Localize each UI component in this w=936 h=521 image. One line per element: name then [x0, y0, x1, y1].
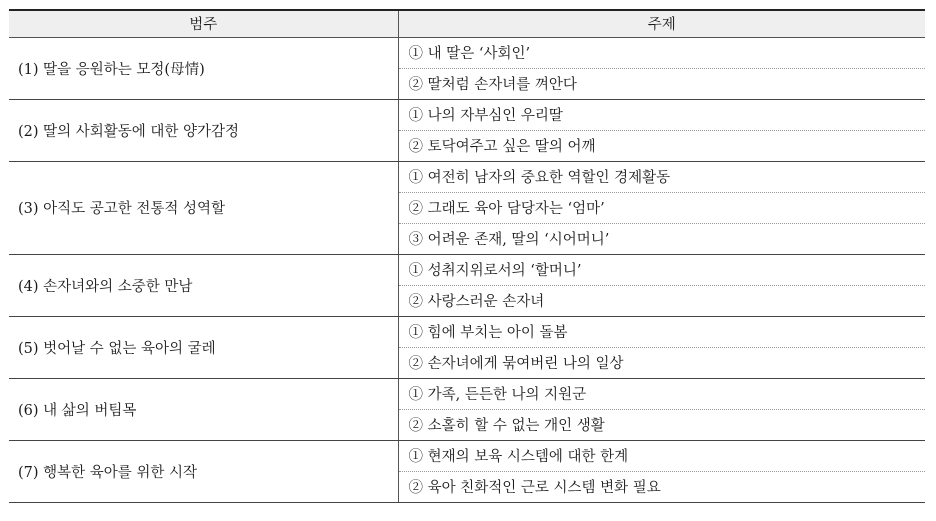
theme-cell: ③ 어려운 존재, 딸의 ‘시어머니’: [398, 223, 925, 254]
theme-cell: ② 손자녀에게 묶여버린 나의 일상: [398, 347, 925, 378]
header-category: 범주: [9, 10, 398, 37]
theme-cell: ① 성취지위로서의 ‘할머니’: [398, 254, 925, 285]
theme-cell: ② 그래도 육아 담당자는 ‘엄마’: [398, 192, 925, 223]
category-theme-table: [9, 9, 925, 503]
theme-cell: ① 내 딸은 ‘사회인’: [398, 37, 925, 68]
theme-cell: ① 가족, 든든한 나의 지원군: [398, 378, 925, 409]
table-row: [9, 440, 925, 471]
theme-cell: ① 여전히 남자의 중요한 역할인 경제활동: [398, 161, 925, 192]
theme-cell: ① 현재의 보육 시스템에 대한 한계: [398, 440, 925, 471]
theme-cell: ② 육아 친화적인 근로 시스템 변화 필요: [398, 471, 925, 502]
table-header: [9, 10, 925, 37]
table-row: [9, 99, 925, 130]
table-row: [9, 316, 925, 347]
table-body: [9, 37, 925, 502]
theme-cell: ① 힘에 부치는 아이 돌봄: [398, 316, 925, 347]
theme-cell: ② 사랑스러운 손자녀: [398, 285, 925, 316]
category-cell: (4) 손자녀와의 소중한 만남: [9, 254, 398, 316]
table-row: [9, 37, 925, 68]
category-cell: (1) 딸을 응원하는 모정(母情): [9, 37, 398, 99]
header-theme: 주제: [398, 10, 925, 37]
category-cell: (2) 딸의 사회활동에 대한 양가감정: [9, 99, 398, 161]
header-row: [9, 10, 925, 37]
category-cell: (7) 행복한 육아를 위한 시작: [9, 440, 398, 502]
theme-cell: ② 딸처럼 손자녀를 껴안다: [398, 68, 925, 99]
theme-cell: ② 소홀히 할 수 없는 개인 생활: [398, 409, 925, 440]
category-cell: (5) 벗어날 수 없는 육아의 굴레: [9, 316, 398, 378]
table-row: [9, 254, 925, 285]
category-theme-table-container: [9, 9, 925, 503]
category-cell: (3) 아직도 공고한 전통적 성역할: [9, 161, 398, 254]
table-row: [9, 378, 925, 409]
category-cell: (6) 내 삶의 버팀목: [9, 378, 398, 440]
theme-cell: ② 토닥여주고 싶은 딸의 어깨: [398, 130, 925, 161]
table-row: [9, 161, 925, 192]
theme-cell: ① 나의 자부심인 우리딸: [398, 99, 925, 130]
